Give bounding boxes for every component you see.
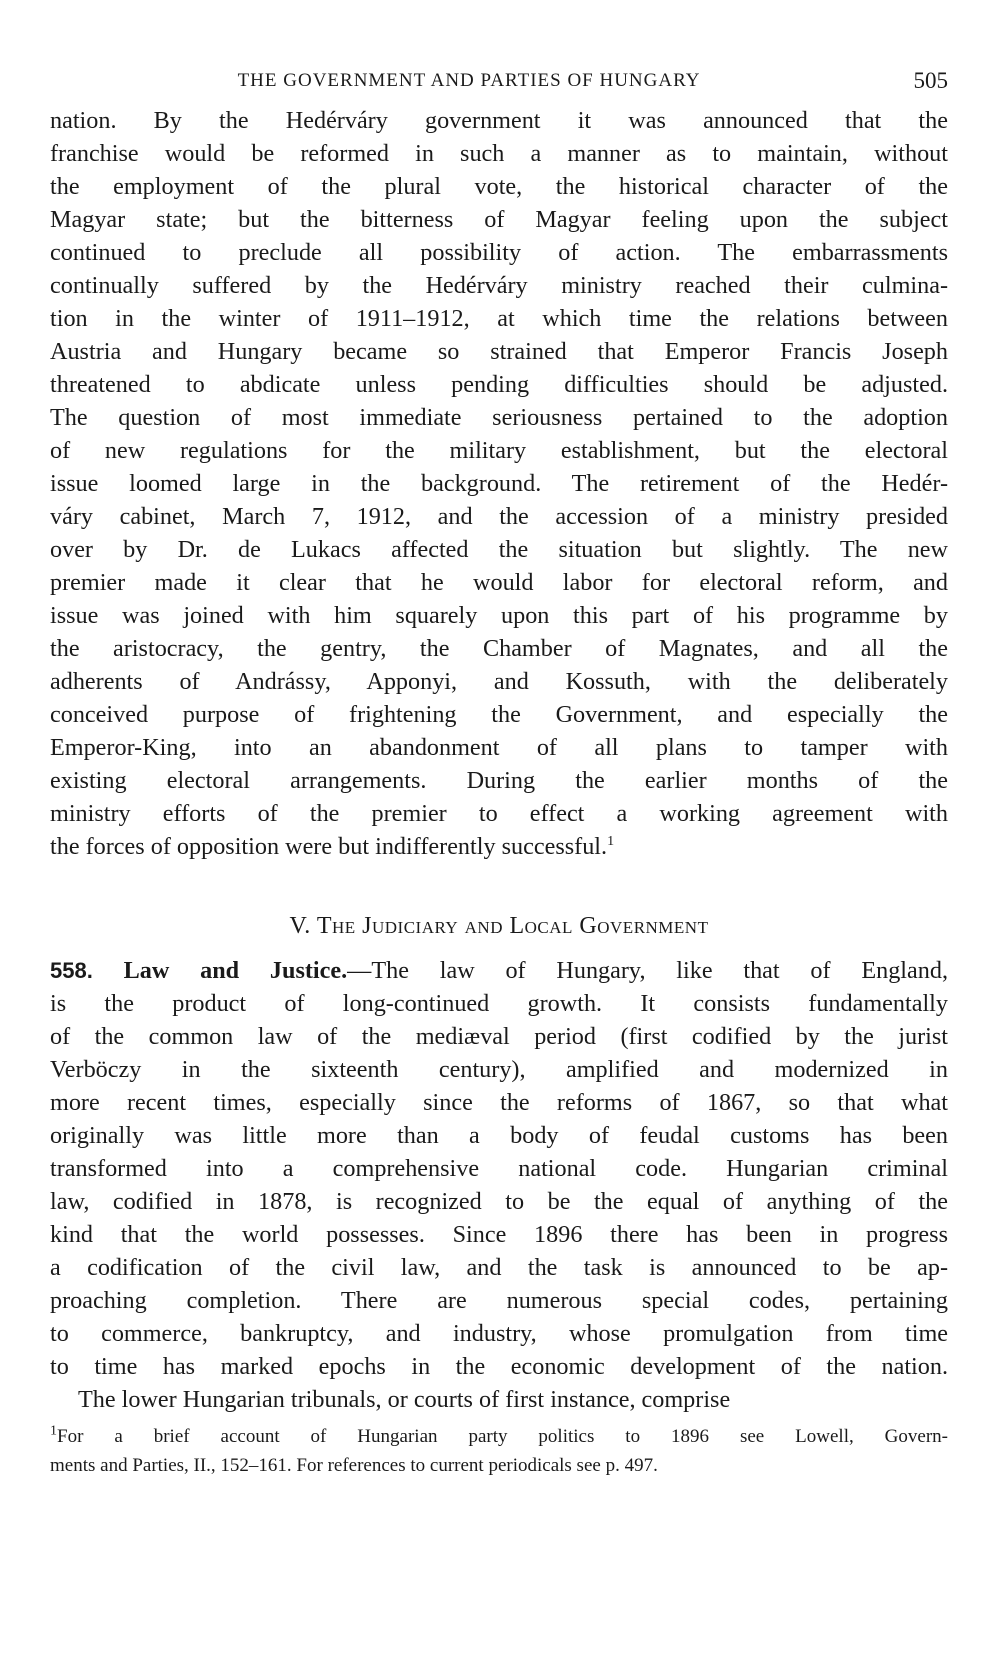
- paragraph-lower-tribunals: [50, 1383, 948, 1416]
- page-number: 505: [913, 68, 948, 93]
- text-line-last: [50, 830, 948, 863]
- text-line: —The law of Hungary, like that of England,: [347, 957, 949, 984]
- text-line: existing electoral arrangements. During the earlier months of the: [50, 767, 948, 794]
- text-line: conceived purpose of frightening the Government, and especially the: [50, 701, 948, 728]
- text-line: the employment of the plural vote, the historical character of the: [50, 173, 948, 200]
- running-head: [50, 70, 948, 104]
- footnote-text: For a brief account of Hungarian party politics to 1896 see Lowell, Govern-: [57, 1426, 948, 1447]
- text-line: law, codified in 1878, is recognized to be the equal of anything of the: [50, 1188, 948, 1215]
- text-line: The question of most immediate seriousness pertained to the adoption: [50, 404, 948, 431]
- text-line: originally was little more than a body of feudal customs has been: [50, 1122, 948, 1149]
- text-line: the aristocracy, the gentry, the Chamber of Magnates, and all the: [50, 635, 948, 662]
- section-number: 558.: [50, 958, 93, 983]
- text-line: Verböczy in the sixteenth century), amplified and modernized in: [50, 1056, 948, 1083]
- text-line: is the product of long-continued growth. It consists fundamentally: [50, 990, 948, 1017]
- text-line: transformed into a comprehensive national code. Hungarian criminal: [50, 1155, 948, 1182]
- text-line: franchise would be reformed in such a manner as to maintain, without: [50, 140, 948, 167]
- text-line: continued to preclude all possibility of action. The embarrassments: [50, 239, 948, 266]
- text-line: nation. By the Hedérváry government it was announced that the: [50, 107, 948, 134]
- text-line: proaching completion. There are numerous special codes, pertaining: [50, 1287, 948, 1314]
- section-first-line: [50, 954, 948, 987]
- text-line: of new regulations for the military establishment, but the electoral: [50, 437, 948, 464]
- footnote-reference[interactable]: 1: [607, 833, 615, 849]
- text-line: ministry efforts of the premier to effect a working agreement with: [50, 800, 948, 827]
- text-line: of the common law of the mediæval period (first codified by the jurist: [50, 1023, 948, 1050]
- text-line: Magyar state; but the bitterness of Magyar feeling upon the subject: [50, 206, 948, 233]
- text-line: a codification of the civil law, and the task is announced to be ap-: [50, 1254, 948, 1281]
- text-line: The lower Hungarian tribunals, or courts of first instance, comprise: [78, 1386, 731, 1413]
- text-line: continually suffered by the Hedérváry ministry reached their culmina-: [50, 272, 948, 299]
- text-line: issue was joined with him squarely upon this part of his programme by: [50, 602, 948, 629]
- text-line: the forces of opposition were but indifferently successful.: [50, 833, 608, 860]
- text-line: over by Dr. de Lukacs affected the situation but slightly. The new: [50, 536, 948, 563]
- footnote: [50, 1422, 948, 1480]
- text-line: threatened to abdicate unless pending difficulties should be adjusted.: [50, 371, 948, 398]
- footnote-line: [50, 1422, 948, 1451]
- text-line: Emperor-King, into an abandonment of all plans to tamper with: [50, 734, 948, 761]
- text-line: to commerce, bankruptcy, and industry, whose promulgation from time: [50, 1320, 948, 1347]
- paragraph-law-and-justice: [50, 954, 948, 1383]
- book-page: [50, 70, 948, 1480]
- text-line: adherents of Andrássy, Apponyi, and Kossuth, with the deliberately: [50, 668, 948, 695]
- text-line: more recent times, especially since the reforms of 1867, so that what: [50, 1089, 948, 1116]
- text-line: tion in the winter of 1911–1912, at which time the relations between: [50, 305, 948, 332]
- section-title: Law and Justice.: [123, 957, 348, 984]
- footnote-marker: 1: [50, 1423, 57, 1439]
- section-heading: V. The Judiciary and Local Government: [289, 913, 709, 939]
- running-title: THE GOVERNMENT AND PARTIES OF HUNGARY: [237, 70, 701, 91]
- text-line: kind that the world possesses. Since 1896 there has been in progress: [50, 1221, 948, 1248]
- text-line: premier made it clear that he would labor for electoral reform, and: [50, 569, 948, 596]
- text-line: to time has marked epochs in the economic development of the nation.: [50, 1353, 948, 1380]
- paragraph-franchise: [50, 104, 948, 863]
- text-line: váry cabinet, March 7, 1912, and the accession of a ministry presided: [50, 503, 948, 530]
- text-line: Austria and Hungary became so strained that Emperor Francis Joseph: [50, 338, 948, 365]
- text-line: issue loomed large in the background. The retirement of the Hedér-: [50, 470, 948, 497]
- footnote-line: ments and Parties, II., 152–161. For references to current periodicals see p. 497.: [50, 1455, 658, 1476]
